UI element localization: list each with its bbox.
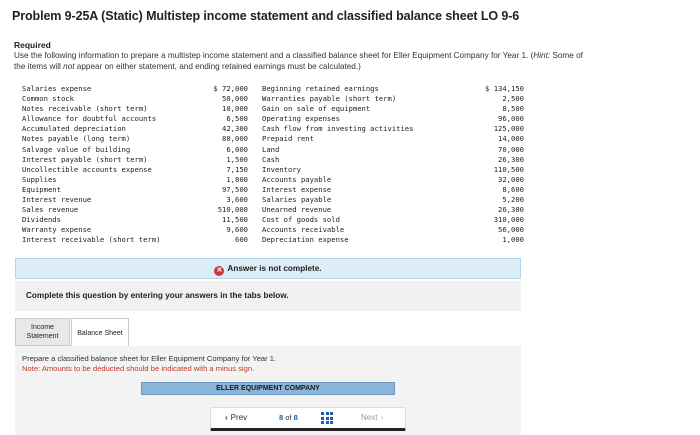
accounts_right-value: 8,500 <box>502 104 524 114</box>
accounts_right-label: Cash flow from investing activities <box>262 124 414 134</box>
accounts_left-value: 1,500 <box>226 154 248 164</box>
accounts_right-value: 96,000 <box>498 114 524 124</box>
accounts_right-label: Salaries payable <box>262 195 332 205</box>
hint-not: not <box>63 62 75 71</box>
accounts_left-label: Sales revenue <box>22 205 79 215</box>
tab-income-line2: Statement <box>26 333 59 340</box>
accounts_right-label: Cost of goods sold <box>262 215 340 225</box>
grid-icon[interactable] <box>321 412 333 424</box>
instructions-part3: appear on either statement, and ending retained earnings must be calculated.) <box>74 62 361 71</box>
accounts_right-value: 26,300 <box>498 154 524 164</box>
x-circle-icon: ✕ <box>214 266 224 276</box>
accounts_right-label: Unearned revenue <box>262 205 332 215</box>
accounts_right-value: 8,600 <box>502 184 524 194</box>
accounts_right-label: Depreciation expense <box>262 235 349 245</box>
tab-income-statement[interactable] <box>15 318 70 346</box>
accounts_left-label: Equipment <box>22 184 61 194</box>
chevron-right-icon: › <box>380 413 384 422</box>
accounts_left-label: Warranty expense <box>22 225 92 235</box>
accounts_left-value: 6,000 <box>226 144 248 154</box>
accounts_right-label: Prepaid rent <box>262 134 314 144</box>
accounts_right-label: Accounts payable <box>262 174 332 184</box>
accounts_right-label: Interest expense <box>262 184 332 194</box>
next-label: Next <box>361 413 378 422</box>
required-label: Required <box>14 40 51 50</box>
pagination <box>210 407 406 431</box>
accounts_left-value: 6,500 <box>226 114 248 124</box>
accounts_right-label: Beginning retained earnings <box>262 84 379 93</box>
accounts_left-label: Interest payable (short term) <box>22 154 148 164</box>
accounts_right-label: Operating expenses <box>262 114 340 124</box>
accounts_right-value: 2,500 <box>502 94 524 104</box>
accounts_left-value: 10,000 <box>222 104 248 114</box>
accounts-right-labels <box>262 84 482 246</box>
accounts_left-value: 510,000 <box>217 205 248 215</box>
instructions-part2: Some of the items will <box>14 51 583 71</box>
current-page: 8 <box>279 413 284 422</box>
instructions-part1: Use the following information to prepare a multistep income statement and a classified balance sheet for Eller Equipment Company for Year 1. ( <box>14 51 534 60</box>
accounts_left-value: 80,000 <box>222 134 248 144</box>
company-header: ELLER EQUIPMENT COMPANY <box>141 382 395 395</box>
accounts_left-value: 1,800 <box>226 174 248 184</box>
accounts_right-label: Gain on sale of equipment <box>262 104 371 114</box>
accounts_left-label: Uncollectible accounts expense <box>22 164 152 174</box>
page-indicator <box>279 413 298 422</box>
accounts_right-value: 5,200 <box>502 195 524 205</box>
page-title: Problem 9-25A (Static) Multistep income statement and classified balance sheet LO 9-6 <box>12 9 520 23</box>
tab-income-line1: Income <box>31 324 54 331</box>
page-of: of <box>285 413 292 422</box>
accounts_left-value: $ 72,000 <box>213 84 248 93</box>
accounts_left-value: 42,300 <box>222 124 248 134</box>
answer-status-banner <box>15 258 521 279</box>
accounts_right-label: Inventory <box>262 164 301 174</box>
accounts_left-label: Interest revenue <box>22 195 92 205</box>
accounts_left-label: Notes receivable (short term) <box>22 104 148 114</box>
accounts_left-label: Allowance for doubtful accounts <box>22 114 157 124</box>
accounts-left-labels <box>22 84 194 246</box>
accounts_right-label: Land <box>262 144 280 154</box>
accounts_left-value: 600 <box>235 235 248 245</box>
accounts_left-value: 7,150 <box>226 164 248 174</box>
accounts_right-value: 1,000 <box>502 235 524 245</box>
accounts_left-label: Accumulated depreciation <box>22 124 126 134</box>
accounts_left-label: Salvage value of building <box>22 144 131 154</box>
accounts-right-values <box>482 84 524 246</box>
accounts_left-value: 50,000 <box>222 94 248 104</box>
total-pages: 8 <box>293 413 298 422</box>
accounts_right-value: 70,000 <box>498 144 524 154</box>
complete-instructions: Complete this question by entering your answers in the tabs below. <box>15 281 521 311</box>
chevron-left-icon: ‹ <box>225 413 228 422</box>
accounts_right-value: 26,300 <box>498 205 524 215</box>
answer-status-text: Answer is not complete. <box>227 264 322 273</box>
accounts_left-value: 3,600 <box>226 195 248 205</box>
accounts_right-value: 125,000 <box>493 124 524 134</box>
prepare-instruction: Prepare a classified balance sheet for Eller Equipment Company for Year 1. <box>22 354 277 363</box>
accounts_right-value: 32,000 <box>498 174 524 184</box>
accounts_left-value: 9,600 <box>226 225 248 235</box>
accounts_right-value: 310,000 <box>493 215 524 225</box>
accounts_right-label: Warranties payable (short term) <box>262 94 397 104</box>
hint-label: Hint: <box>533 51 551 60</box>
accounts_right-label: Cash <box>262 154 280 164</box>
prev-label: Prev <box>230 413 248 422</box>
accounts_left-label: Common stock <box>22 94 74 104</box>
minus-sign-note: Note: Amounts to be deducted should be indicated with a minus sign. <box>22 364 255 373</box>
accounts_left-label: Dividends <box>22 215 61 225</box>
instructions-text <box>14 50 584 72</box>
accounts_left-label: Supplies <box>22 174 57 184</box>
accounts_left-label: Salaries expense <box>22 84 92 93</box>
prepare-text <box>22 354 276 374</box>
accounts_right-value: 56,000 <box>498 225 524 235</box>
prev-button[interactable] <box>225 413 247 422</box>
accounts_right-value: 14,000 <box>498 134 524 144</box>
tab-balance-sheet[interactable] <box>71 318 129 347</box>
accounts-left-values <box>194 84 248 246</box>
accounts_right-label: Accounts receivable <box>262 225 345 235</box>
accounts_left-label: Notes payable (long term) <box>22 134 131 144</box>
tab-balance-label: Balance Sheet <box>77 329 123 337</box>
accounts_left-value: 11,500 <box>222 215 248 225</box>
accounts_left-value: 97,500 <box>222 184 248 194</box>
accounts_left-label: Interest receivable (short term) <box>22 235 161 245</box>
next-button[interactable] <box>361 413 383 422</box>
accounts_right-value: $ 134,150 <box>485 84 524 93</box>
accounts_right-value: 110,500 <box>493 164 524 174</box>
